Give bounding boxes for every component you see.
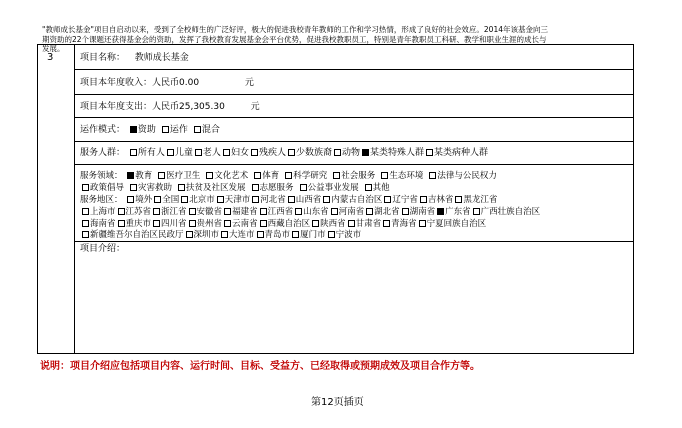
service-region-checkbox[interactable] <box>384 196 391 203</box>
service-fields-line-2 <box>80 183 394 194</box>
project-name-label: 项目名称： <box>80 53 126 63</box>
service-group-option-label: 老人 <box>202 148 221 158</box>
service-region-checkbox[interactable] <box>153 208 160 215</box>
service-region-option-label: 陕西省 <box>320 219 346 229</box>
service-group-checkbox[interactable] <box>334 149 341 156</box>
intro-label: 项目介绍： <box>80 244 126 254</box>
service-field-option-label: 文化艺术 <box>214 171 249 181</box>
service-region-checkbox[interactable] <box>295 208 302 215</box>
service-region-option-label: 北京市 <box>189 195 215 205</box>
income-row <box>75 70 633 95</box>
service-fields-label: 服务领域： <box>80 171 123 181</box>
project-form-table <box>37 44 634 354</box>
service-region-checkbox[interactable] <box>419 220 426 227</box>
service-region-checkbox[interactable] <box>224 220 231 227</box>
project-name-value: 教师成长基金 <box>134 53 189 63</box>
service-group-option-label: 残疾人 <box>258 148 286 158</box>
service-region-checkbox[interactable] <box>348 220 355 227</box>
service-region-option-label: 青岛市 <box>264 230 291 240</box>
service-region-checkbox[interactable] <box>260 208 267 215</box>
service-field-checkbox[interactable] <box>252 184 259 191</box>
service-region-checkbox[interactable] <box>288 196 295 203</box>
service-group-option-label: 所有人 <box>137 148 165 158</box>
service-region-option-label: 黑龙江省 <box>463 195 498 205</box>
service-region-checkbox[interactable] <box>292 231 299 238</box>
service-region-checkbox[interactable] <box>221 231 228 238</box>
service-field-checkbox[interactable] <box>130 184 137 191</box>
service-field-checkbox[interactable] <box>158 172 165 179</box>
service-region-option-label: 江西省 <box>267 207 294 217</box>
form-note: 说明：项目介绍应包括项目内容、运行时间、目标、受益方、已经取得或预期成效及项目合作方等。 <box>40 361 480 372</box>
service-region-checkbox[interactable] <box>328 231 335 238</box>
expense-row <box>75 95 633 118</box>
service-region-checkbox[interactable] <box>455 196 462 203</box>
service-group-option-label: 少数族裔 <box>295 148 332 158</box>
operation-mode-option-label: 资助 <box>137 125 156 135</box>
operation-mode-option-label: 运作 <box>169 125 188 135</box>
service-region-checkbox[interactable] <box>186 231 193 238</box>
operation-mode-label: 运作模式： <box>80 125 126 135</box>
service-region-option-label: 重庆市 <box>125 219 152 229</box>
operation-mode-option-label: 混合 <box>201 125 220 135</box>
service-field-option-label: 医疗卫生 <box>166 171 201 181</box>
service-region-checkbox[interactable] <box>312 220 319 227</box>
service-region-checkbox[interactable] <box>224 208 231 215</box>
expense-unit: 元 <box>250 102 260 112</box>
service-region-checkbox[interactable] <box>153 220 160 227</box>
service-region-checkbox[interactable] <box>118 208 125 215</box>
service-field-option-label: 志愿服务 <box>259 183 294 193</box>
expense-label: 项目本年度支出： <box>80 102 153 112</box>
page-footer: 第12页插页 <box>311 397 364 408</box>
service-group-checkbox[interactable] <box>167 149 174 156</box>
service-region-checkbox[interactable] <box>437 208 444 215</box>
service-field-checkbox[interactable] <box>254 172 261 179</box>
service-group-checkbox[interactable] <box>195 149 202 156</box>
service-region-option-label: 厦门市 <box>300 230 326 240</box>
service-region-checkbox[interactable] <box>82 231 89 238</box>
service-region-checkbox[interactable] <box>189 220 196 227</box>
service-region-option-label: 甘肃省 <box>355 219 382 229</box>
service-group-option-label: 动物 <box>341 148 360 158</box>
service-region-option-label: 云南省 <box>232 219 258 229</box>
service-region-checkbox[interactable] <box>127 196 134 203</box>
service-group-checkbox[interactable] <box>251 149 258 156</box>
service-group-checkbox[interactable] <box>130 149 137 156</box>
service-region-checkbox[interactable] <box>473 208 480 215</box>
income-value: 人民币0.00 <box>152 78 200 88</box>
service-field-option-label: 政策倡导 <box>90 183 125 193</box>
operation-mode-checkbox[interactable] <box>130 126 137 133</box>
service-groups-row <box>75 142 633 165</box>
service-region-option-label: 宁波市 <box>335 230 362 240</box>
service-region-checkbox[interactable] <box>82 220 89 227</box>
service-field-option-label: 社会服务 <box>341 171 376 181</box>
service-group-option-label: 儿童 <box>174 148 193 158</box>
service-region-option-label: 福建省 <box>232 207 258 217</box>
service-region-option-label: 江苏省 <box>125 207 152 217</box>
service-region-option-label: 西藏自治区 <box>267 219 311 229</box>
service-region-checkbox[interactable] <box>189 208 196 215</box>
service-region-option-label: 境外 <box>135 195 153 205</box>
service-region-option-label: 宁夏回族自治区 <box>426 219 487 229</box>
service-regions-line-1 <box>80 195 497 206</box>
service-region-option-label: 山西省 <box>295 195 322 205</box>
service-region-checkbox[interactable] <box>331 208 338 215</box>
service-region-checkbox[interactable] <box>118 220 125 227</box>
service-region-option-label: 安徽省 <box>196 207 223 217</box>
service-region-option-label: 贵州省 <box>196 219 223 229</box>
service-field-checkbox[interactable] <box>365 184 372 191</box>
service-region-option-label: 内蒙古自治区 <box>331 195 383 205</box>
row-number: 3 <box>47 52 54 63</box>
service-region-option-label: 河北省 <box>260 195 286 205</box>
income-label: 项目本年度收入： <box>80 78 153 88</box>
service-field-checkbox[interactable] <box>206 172 213 179</box>
service-group-checkbox[interactable] <box>362 149 369 156</box>
service-region-option-label: 海南省 <box>90 219 116 229</box>
service-region-option-label: 浙江省 <box>161 207 187 217</box>
service-group-checkbox[interactable] <box>426 149 433 156</box>
service-regions-line-2 <box>80 207 540 218</box>
service-fields-regions-row <box>75 165 633 242</box>
service-field-option-label: 教育 <box>135 171 153 181</box>
service-field-checkbox[interactable] <box>178 184 185 191</box>
service-region-checkbox[interactable] <box>154 196 161 203</box>
service-region-option-label: 青海省 <box>391 219 417 229</box>
operation-mode-options <box>80 125 224 136</box>
service-field-checkbox[interactable] <box>285 172 292 179</box>
service-region-option-label: 河南省 <box>338 207 365 217</box>
service-region-option-label: 湖南省 <box>409 207 436 217</box>
service-fields-line-1 <box>80 171 501 182</box>
service-region-option-label: 全国 <box>162 195 180 205</box>
expense-value: 人民币25,305.30 <box>152 102 225 112</box>
service-field-option-label: 生态环境 <box>389 171 424 181</box>
service-field-option-label: 其他 <box>372 183 390 193</box>
income-unit: 元 <box>244 78 254 88</box>
service-field-checkbox[interactable] <box>300 184 307 191</box>
service-region-checkbox[interactable] <box>420 196 427 203</box>
service-group-checkbox[interactable] <box>223 149 230 156</box>
service-region-option-label: 辽宁省 <box>392 195 418 205</box>
service-region-option-label: 广西壮族自治区 <box>480 207 541 217</box>
service-region-checkbox[interactable] <box>252 196 259 203</box>
service-regions-line-4 <box>80 230 361 241</box>
operation-mode-checkbox[interactable] <box>162 126 169 133</box>
service-field-checkbox[interactable] <box>127 172 134 179</box>
service-region-option-label: 湖北省 <box>374 207 400 217</box>
service-group-option-label: 某类病种人群 <box>434 148 489 158</box>
operation-mode-row <box>75 118 633 142</box>
service-region-checkbox[interactable] <box>217 196 224 203</box>
service-regions-label: 服务地区： <box>80 195 123 205</box>
service-groups-options <box>80 148 488 159</box>
service-field-option-label: 扶贫及社区发展 <box>186 183 246 193</box>
service-group-checkbox[interactable] <box>288 149 295 156</box>
project-intro-row <box>75 242 633 355</box>
service-region-option-label: 四川省 <box>161 219 187 229</box>
service-region-option-label: 山东省 <box>303 207 329 217</box>
service-region-checkbox[interactable] <box>383 220 390 227</box>
service-field-checkbox[interactable] <box>82 184 89 191</box>
service-field-option-label: 体育 <box>262 171 280 181</box>
service-groups-label: 服务人群： <box>80 148 126 158</box>
service-field-option-label: 灾害救助 <box>138 183 173 193</box>
service-field-option-label: 公益事业发展 <box>307 183 359 193</box>
intro-text: "教师成长基金"项目自启动以来，受到了全校师生的广泛好评，极大的促进我校青年教师的工作和学习热情，形成了良好的社会效应。2014年该基金向三期资助的22个课题还获得基金会的资助，发挥了我校教育发展基金会平台优势，促进我校教职员工，特别是青年教职员工科研、教学和职业生涯的成长与发展。 <box>42 25 548 53</box>
service-region-option-label: 吉林省 <box>427 195 454 205</box>
service-field-checkbox[interactable] <box>381 172 388 179</box>
service-region-checkbox[interactable] <box>82 208 89 215</box>
project-content-cell <box>75 45 633 353</box>
service-region-checkbox[interactable] <box>257 231 264 238</box>
service-field-option-label: 法律与公民权力 <box>437 171 497 181</box>
service-field-checkbox[interactable] <box>333 172 340 179</box>
service-field-checkbox[interactable] <box>429 172 436 179</box>
service-regions-line-3 <box>80 219 486 230</box>
service-region-checkbox[interactable] <box>181 196 188 203</box>
service-region-checkbox[interactable] <box>260 220 267 227</box>
service-region-option-label: 上海市 <box>90 207 116 217</box>
service-field-option-label: 科学研究 <box>293 171 328 181</box>
operation-mode-checkbox[interactable] <box>194 126 201 133</box>
service-region-option-label: 天津市 <box>224 195 251 205</box>
row-number-cell <box>38 45 75 353</box>
service-region-checkbox[interactable] <box>323 196 330 203</box>
service-group-option-label: 妇女 <box>230 148 249 158</box>
service-region-option-label: 大连市 <box>229 230 255 240</box>
service-region-option-label: 深圳市 <box>193 230 220 240</box>
service-region-checkbox[interactable] <box>402 208 409 215</box>
service-region-option-label: 广东省 <box>445 207 471 217</box>
service-group-option-label: 某类特殊人群 <box>370 148 425 158</box>
service-region-checkbox[interactable] <box>366 208 373 215</box>
service-region-option-label: 新疆维吾尔自治区民政厅 <box>90 230 184 240</box>
